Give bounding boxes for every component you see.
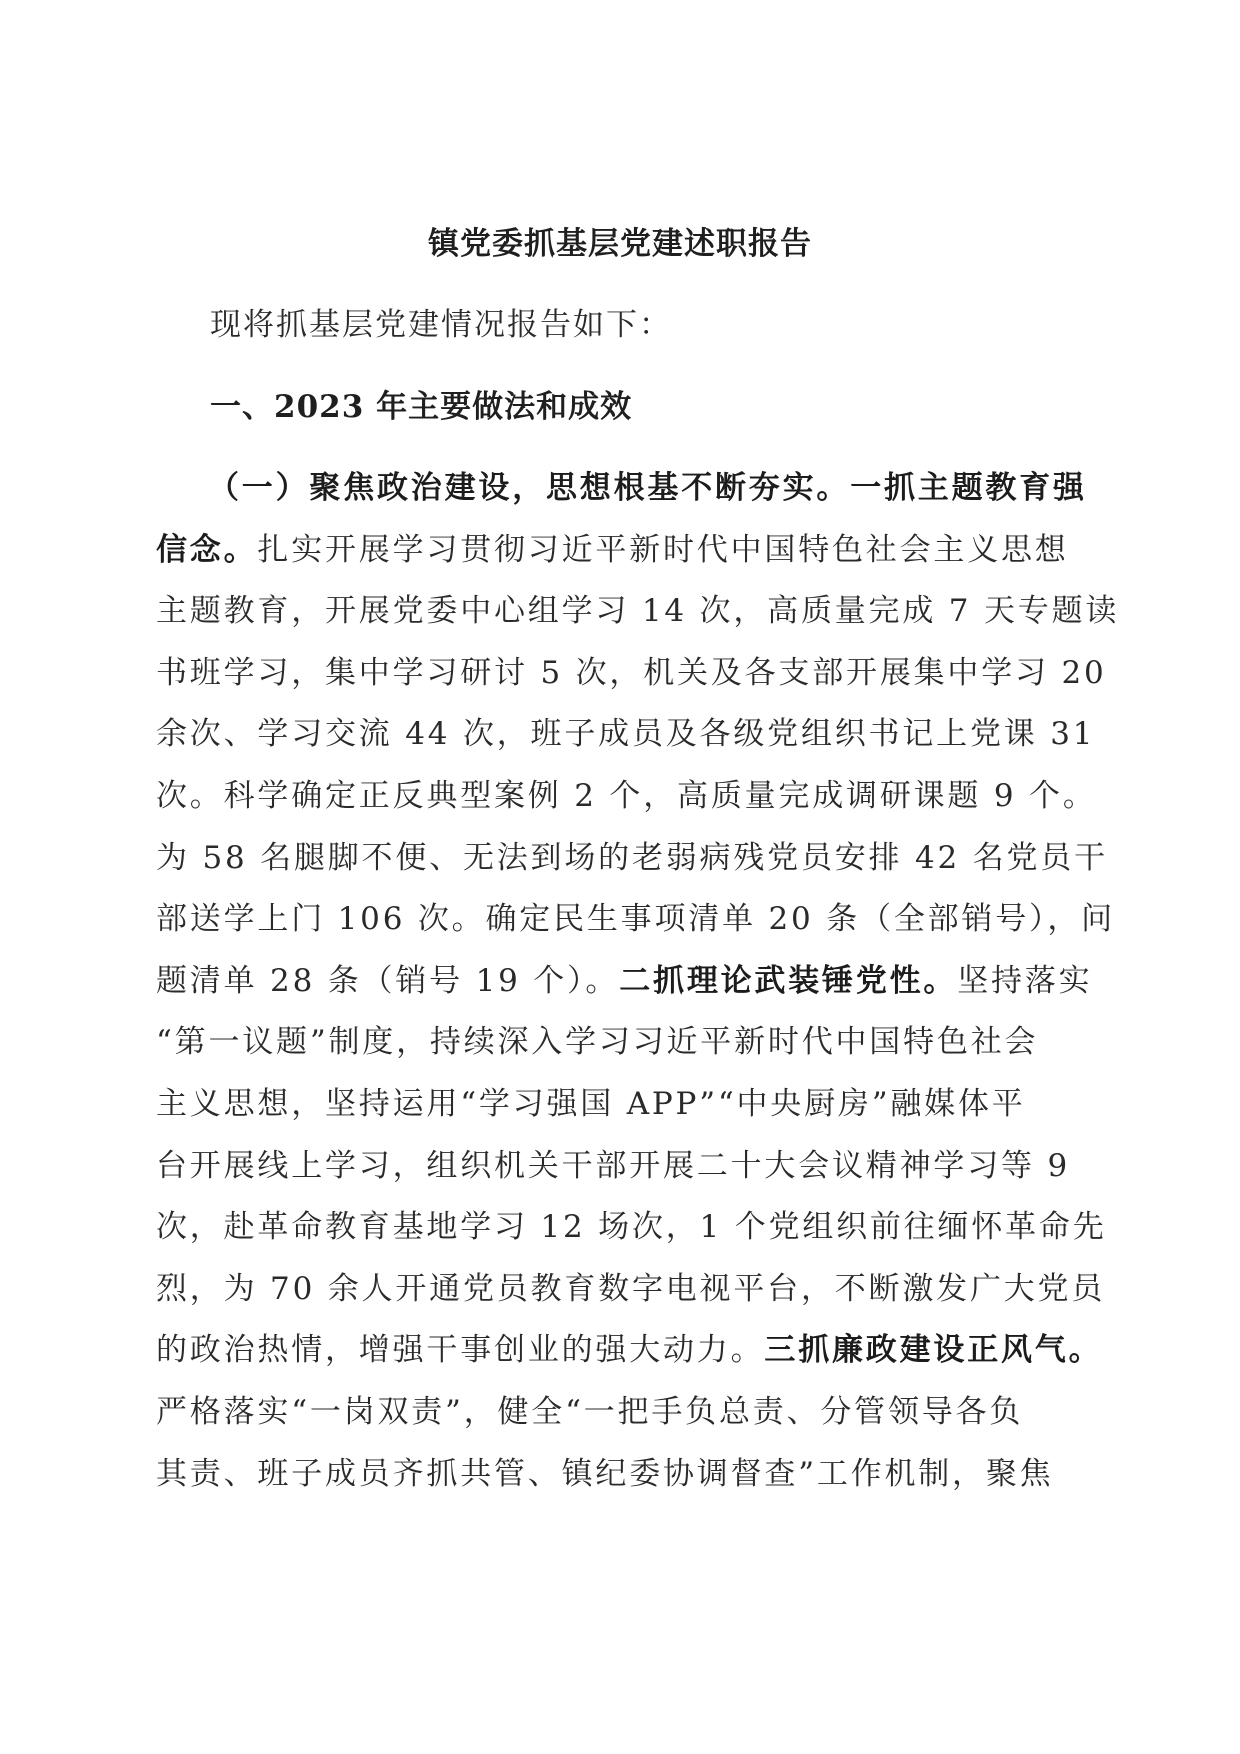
paragraph-line	[156, 1022, 1086, 1084]
line-text: 主题教育，开展党委中心组学习 14 次，高质量完成 7 天专题读	[156, 593, 1120, 630]
paragraph-line	[156, 653, 1107, 715]
intro-paragraph: 现将抓基层党建情况报告如下：	[210, 307, 672, 343]
bold-lead: 信念。	[156, 531, 258, 568]
paragraph-line	[156, 591, 1120, 653]
line-text: 烈，为 70 余人开通党员教育数字电视平台，不断激发广大党员	[156, 1270, 1106, 1307]
line-text: 书班学习，集中学习研讨 5 次，机关及各支部开展集中学习 20	[156, 654, 1107, 691]
document-title: 镇党委抓基层党建述职报告	[428, 226, 812, 262]
paragraph-line	[156, 714, 1096, 776]
paragraph-line	[156, 899, 1115, 961]
paragraph-line	[156, 961, 1093, 1023]
line-text: 次。科学确定正反典型案例 2 个，高质量完成调研课题 9 个。	[156, 777, 1097, 814]
bold-tail: 三抓廉政建设正风气。	[764, 1332, 1103, 1369]
line-text: 部送学上门 106 次。确定民生事项清单 20 条（全部销号），问	[156, 901, 1115, 938]
line-text: 台开展线上学习，组织机关干部开展二十大会议精神学习等 9	[156, 1147, 1070, 1184]
paragraph-line	[156, 1207, 1107, 1269]
line-text-after: 坚持落实	[957, 962, 1093, 999]
bold-tail: 二抓理论武装锤党性。	[619, 962, 958, 999]
paragraph-line	[156, 1330, 1103, 1392]
line-text: 的政治热情，增强干事创业的强大动力。	[156, 1332, 765, 1369]
line-text: 为 58 名腿脚不便、无法到场的老弱病残党员安排 42 名党员干	[156, 839, 1108, 876]
paragraph-line	[156, 1392, 1086, 1454]
line-text: 主义思想，坚持运用“学习强国 APP”“中央厨房”融媒体平	[156, 1085, 1026, 1122]
paragraph-line	[156, 1084, 1086, 1146]
bold-lead: （一）聚焦政治建设，思想根基不断夯实。一抓主题教育强	[208, 470, 1087, 506]
line-text: 其责、班子成员齐抓共管、镇纪委协调督查”工作机制，聚焦	[156, 1455, 1054, 1492]
section-heading: 一、2023 年主要做法和成效	[210, 389, 633, 425]
line-text: 题清单 28 条（销号 19 个）。	[156, 962, 620, 999]
paragraph-line	[156, 530, 1086, 592]
line-text: “第一议题”制度，持续深入学习习近平新时代中国特色社会	[156, 1024, 1039, 1061]
line-text: 余次、学习交流 44 次，班子成员及各级党组织书记上党课 31	[156, 716, 1096, 753]
paragraph-line	[156, 1146, 1086, 1208]
line-text: 扎实开展学习贯彻习近平新时代中国特色社会主义思想	[257, 531, 1069, 568]
paragraph-line	[156, 1269, 1106, 1331]
paragraph-line	[156, 776, 1097, 838]
paragraph-line	[156, 468, 1086, 530]
line-text: 次，赴革命教育基地学习 12 场次，1 个党组织前往缅怀革命先	[156, 1209, 1107, 1246]
paragraph-line	[156, 838, 1108, 900]
paragraph-line	[156, 1454, 1086, 1516]
line-text: 严格落实“一岗双责”，健全“一把手负总责、分管领导各负	[156, 1393, 1024, 1430]
body-paragraph	[156, 468, 1120, 1515]
